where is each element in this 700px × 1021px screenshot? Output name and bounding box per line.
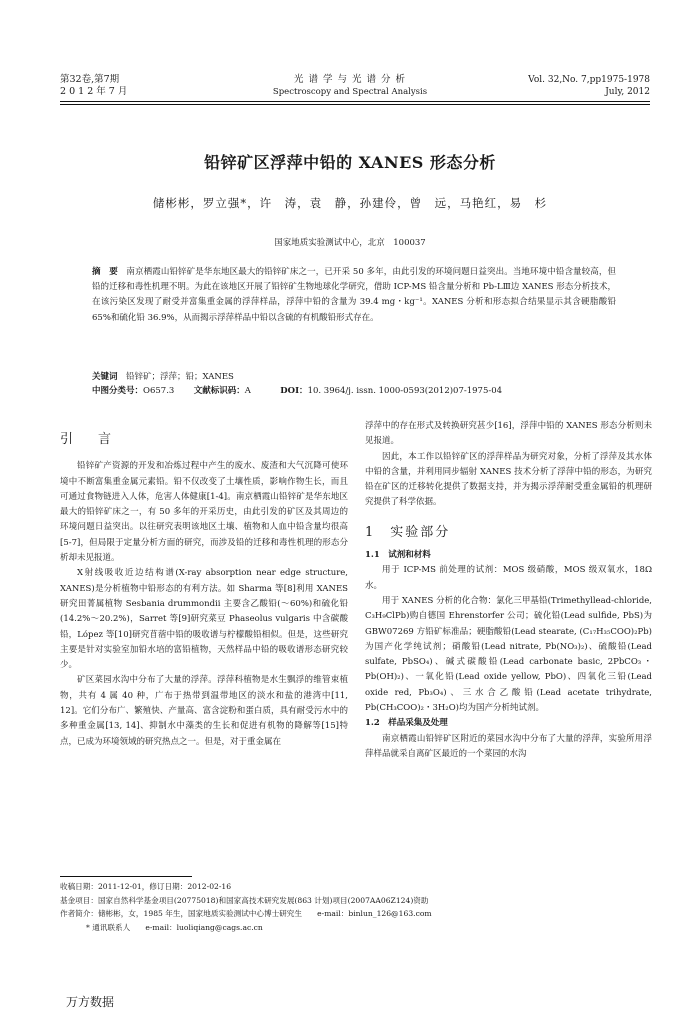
experimental-paragraph-1: 用于 ICP-MS 前处理的试剂：MOS 级硝酸，MOS 级双氧水，18Ω 水。 (365, 565, 652, 591)
subsection-1-1: 1.1 试剂和材料 (365, 550, 431, 561)
abstract-label: 摘 要 (92, 267, 118, 277)
volume-issue-cn: 第32卷,第7期 2 0 1 2 年 7 月 (60, 74, 128, 97)
abstract (92, 265, 616, 326)
footnote-rule (60, 876, 192, 877)
intro-paragraph-1: 铅锌矿产资源的开发和冶炼过程中产生的废水、废渣和大气沉降可使环境中不断富集重金属元素铅。铅不仅改变了土壤性质，影响作物生长，而且可通过食物链进入人体，危害人体健康[1-4]。南京栖霞山铅锌矿是华东地区最大的铅锌矿床之一，有 50 多年的开采历史，由此引发的矿区及其周边的环境问题日益突出。以往研究表明该地区土壤、植物和人血中铅含量均很高[5-7]，但局限于定量分析方面的研究，而涉及铅的迁移和毒性机理的形态分析却未见报道。 (60, 461, 348, 564)
watermark: 万方数据 (66, 995, 115, 1009)
volume-issue-en: Vol. 32,No. 7,pp1975-1978 July, 2012 (528, 75, 650, 97)
header-rule-thin (60, 104, 650, 105)
subsection-1-2: 1.2 样品采集及处理 (365, 718, 448, 729)
footnotes (60, 880, 650, 934)
left-column (60, 432, 348, 750)
doi-value: 10. 3964/j. issn. 1000-0593(2012)07-1975-04 (307, 386, 503, 396)
right-column (365, 419, 652, 762)
intro-paragraph-2: X射线吸收近边结构谱(X-ray absorption near edge structure, XANES)是分析植物中铅形态的有利方法。如 Sharma 等[8]利用 XANES 研究田菁属植物 Sesbania drummondii 主要含乙酸铅(～60%)和硫化铅(14.2%～20.2%)，Sarret 等[9]研究菜豆 Phaseolus vulgaris 中含碳酸铅，López 等[10]研究苜蓿中铅的吸收谱与柠檬酸铅相似。但是，这些研究主要是针对实验室加铅水培的富铅植物，天然样品中铅的吸收谱形态研究较少。 (60, 568, 348, 671)
doi-label: DOI： (280, 386, 308, 396)
header-rule (60, 101, 650, 102)
footnote-fund: 基金项目：国家自然科学基金项目(20775018)和国家高技术研究发展(863 计划)项目(2007AA06Z124)资助 (60, 895, 429, 905)
footnote-corresponding: * 通讯联系人 e-mail：luoliqiang@cags.ac.cn (86, 922, 263, 932)
intro-paragraph-3: 矿区菜园水沟中分布了大量的浮萍。浮萍科植物是水生飘浮的维管束植物，共有 4 属 40 种，广布于热带到温带地区的淡水和盐的港湾中[11, 12]。它们分布广、繁殖快、产量高、富含淀粉和蛋白质，具有耐受污水中的多种重金属[13, 14]、抑制水中藻类的生长和促进有机物的降解等[15]特点，已成为环境领域的研究热点之一。但是，对于重金属在 (60, 675, 348, 747)
keywords-label: 关键词 (92, 372, 118, 382)
experimental-paragraph-2: 用于 XANES 分析的化合物：氯化三甲基铅(Trimethyllead-chloride, C₃H₉ClPb)购自德国 Ehrenstorfer 公司；硫化铅(Lead sulfide, PbS)为 GBW07269 方铅矿标准品；硬脂酸铅(Lead stearate, (C₁₇H₃₅COO)₂Pb)为国产化学纯试剂；硝酸铅(Lead nitrate, Pb(NO₃)₂)、硫酸铅(Lead sulfate, PbSO₄)、碱式碳酸铅(Lead carbonate basic, 2PbCO₃・Pb(OH)₂)、一氧化铅(Lead oxide yellow, PbO)、四氧化三铅(Lead oxide red, Pb₃O₄)、三水合乙酸铅(Lead acetate trihydrate, Pb(CH₃COO)₂・3H₂O)均为国产分析纯试剂。 (365, 595, 652, 714)
keywords-text: 铅锌矿；浮萍；铅；XANES (126, 372, 234, 382)
intro-heading: 引 言 (60, 432, 118, 447)
clc-label: 中图分类号： (92, 386, 144, 396)
doc-code-label: 文献标识码： (193, 386, 245, 396)
experimental-heading: 1 实验部分 (365, 524, 451, 540)
paper-title: 铅锌矿区浮萍中铅的 XANES 形态分析 (204, 153, 496, 172)
journal-name-en: Spectroscopy and Spectral Analysis (272, 87, 428, 97)
clc-value: O657.3 (143, 386, 175, 396)
affiliation: 国家地质实验测试中心，北京 100037 (274, 238, 426, 248)
keywords-block (92, 370, 616, 398)
doc-code-value: A (244, 386, 251, 396)
abstract-text: 南京栖霞山铅锌矿是华东地区最大的铅锌矿床之一，已开采 50 多年，由此引发的环境问题日益突出。当地环境中铅含量较高，但铅的迁移和毒性机理不明。为此在该地区开展了铅锌矿生物地球化学研究，借助 ICP-MS 铅含量分析和 Pb-LⅢ边 XANES 形态分析技术，在该污染区发现了耐受并富集重金属的浮萍样品，浮萍中铅的含量为 39.4 mg・kg⁻¹。XANES 分析和形态拟合结果显示其含硬脂酸铅 65%和硫化铅 36.9%，从而揭示浮萍样品中铅以含硫的有机酸铅形式存在。 (92, 267, 616, 323)
journal-name-cn: 光 谱 学 与 光 谱 分 析 (293, 74, 407, 85)
footnote-bio: 作者简介：储彬彬，女，1985 年生，国家地质实验测试中心博士研究生 e-mail：binlun_126@163.com (60, 909, 432, 918)
footnote-received: 收稿日期：2011-12-01，修订日期：2012-02-16 (60, 882, 232, 891)
intro-paragraph-5: 因此，本工作以铅锌矿区的浮萍样品为研究对象，分析了浮萍及其水体中铅的含量，并利用同步辐射 XANES 技术分析了浮萍中铅的形态，为研究铅在矿区的迁移转化提供了数据支持，并为揭示浮萍耐受重金属铅的机理研究提供了科学依据。 (365, 451, 652, 508)
intro-paragraph-4: 浮萍中的存在形式及转换研究甚少[16]，浮萍中铅的 XANES 形态分析则未见报道。 (365, 421, 652, 447)
experimental-paragraph-3: 南京栖霞山铅锌矿区附近的菜园水沟中分布了大量的浮萍，实验所用浮萍样品就采自离矿区最近的一个菜园的水沟 (365, 733, 652, 759)
journal-name (250, 74, 450, 98)
author-list: 储彬彬，罗立强*，许 涛，袁 静，孙建伶，曾 远，马艳红，易 杉 (152, 196, 548, 210)
